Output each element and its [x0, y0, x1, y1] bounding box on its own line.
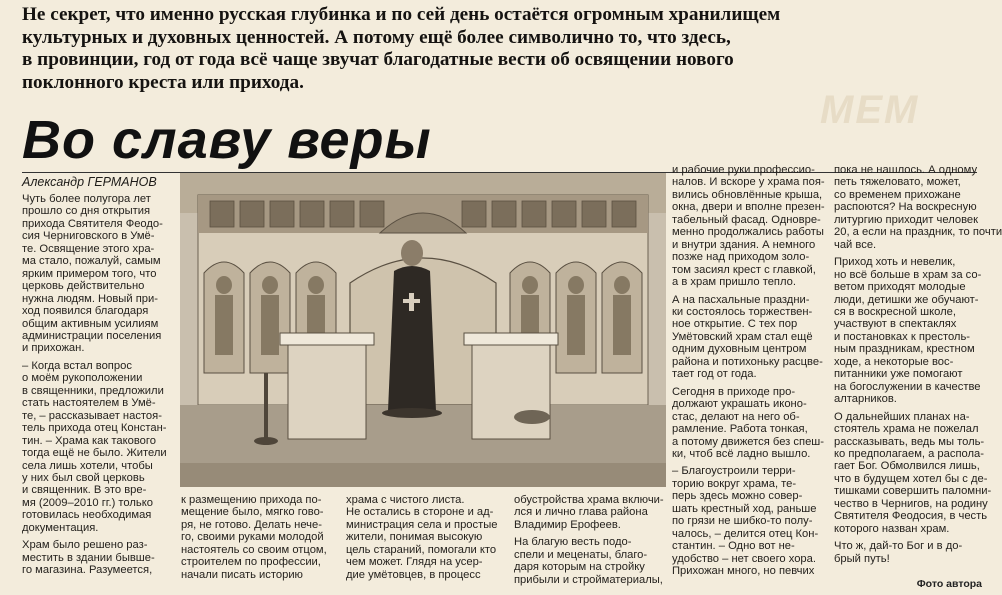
text-line: стать настоятелем в Умё- — [22, 397, 156, 410]
text-line: пока не нашлось. А одному — [834, 164, 978, 176]
lead-line: культурных и духовных ценностей. А потому ещё более символично то, что здесь, — [22, 26, 731, 48]
church-interior-photo — [180, 173, 666, 487]
text-line: церковь действительно — [22, 280, 145, 293]
text-line: прошло со дня открытия — [22, 205, 151, 218]
text-line: прибыли и стройматериалы, — [514, 573, 663, 586]
photo-credit: Фото автора — [916, 578, 982, 590]
text-line: даря которым на стройку — [514, 561, 645, 574]
text-line: чество в Чернигов, на родину — [834, 497, 988, 510]
text-line: А на пасхальные праздни- — [672, 293, 810, 306]
text-line: чалось, – делится отец Кон- — [672, 527, 819, 540]
text-line: Умётовский храм стал ещё — [672, 330, 813, 343]
text-line: ветом приходят молодые — [834, 281, 966, 294]
text-column-2 — [181, 494, 339, 581]
text-line: сия Черниговского в Умё- — [22, 230, 155, 243]
text-line: министрация села и простые — [346, 518, 498, 531]
text-line: те. Освящение этого хра- — [22, 242, 155, 255]
text-line: Храм было решено раз- — [22, 539, 148, 552]
text-line: го магазина. Разумеется, — [22, 564, 153, 577]
text-line: О дальнейших планах на- — [834, 410, 970, 423]
text-line: налов. И вскоре у храма поя- — [672, 176, 825, 189]
text-line: что в будущем хотел бы с де- — [834, 472, 988, 485]
text-line: строителем по профессии, — [181, 556, 321, 569]
lead-line: Не секрет, что именно русская глубинка и по сей день остаётся огромным хранилищем — [22, 4, 781, 25]
text-line: местить в здании бывше- — [22, 551, 155, 564]
text-line: нужна людям. Новый при- — [22, 292, 158, 305]
text-line: Что ж, дай-то Бог и в до- — [834, 540, 963, 553]
text-line: жители, понимая высокую — [346, 531, 483, 544]
text-line: шать крестный ход, раньше — [672, 502, 817, 515]
text-line: тишками совершить паломни- — [834, 485, 992, 498]
text-line: а потому движется без спеш- — [672, 435, 824, 448]
text-line: администрации поселения — [22, 329, 162, 342]
text-line: 20, а если на праздник, то почти — [834, 226, 1002, 239]
text-line: чай все. — [834, 238, 877, 251]
text-line: го, своими руками молодой — [181, 531, 324, 544]
text-line: которого назван храм. — [834, 522, 950, 535]
text-line: питанники уже помогают — [834, 368, 963, 381]
text-line: мещение было, мягко гово- — [181, 506, 324, 519]
text-line: ным праздникам, крестном — [834, 343, 975, 356]
text-line: тин. – Храма как такового — [22, 434, 156, 447]
text-line: и священник. В это вре- — [22, 484, 147, 497]
text-line: у них был свой церковь — [22, 471, 145, 484]
text-line: ся в воскресной школе, — [834, 305, 956, 318]
lead-line: в провинции, год от года всё чаще звучат благодатные вести об освящении нового — [22, 49, 734, 70]
text-line: распоются? На воскресную — [834, 201, 977, 214]
text-line: – Когда встал вопрос — [22, 359, 132, 372]
text-line: чем может. Глядя на усер- — [346, 556, 483, 569]
text-line: литургию приходит человек — [834, 213, 979, 226]
text-line: в священники, предложили — [22, 384, 164, 397]
text-line: мя (2009–2010 гг.) только — [22, 496, 153, 509]
text-line: ное открытие. С тех пор — [672, 318, 798, 331]
text-line: – Благоустроили терри- — [672, 465, 796, 478]
text-line: ходе, а некоторые вос- — [834, 355, 954, 368]
text-line: ход появился благодаря — [22, 305, 149, 318]
text-line: ярким примером того, что — [22, 267, 157, 280]
text-line: на богослужении в качестве — [834, 380, 981, 393]
text-line: и прихожан. — [22, 342, 85, 355]
text-line: петь тяжеловато, может, — [834, 176, 961, 189]
text-line: Приход хоть и невелик, — [834, 256, 956, 269]
text-line: стас, делают на него об- — [672, 410, 800, 423]
text-column-3 — [346, 494, 506, 581]
text-line: те, – рассказывает настоя- — [22, 409, 162, 422]
text-column-1 — [22, 193, 172, 577]
text-line: спели и меценаты, благо- — [514, 548, 648, 561]
text-line: тает год от года. — [672, 368, 757, 381]
text-line: Прихожан много, но певчих — [672, 565, 815, 578]
text-line: рамление. Работа тонкая, — [672, 423, 808, 436]
text-column-6 — [834, 164, 1002, 565]
lead-line: поклонного креста или прихода. — [22, 71, 304, 93]
text-line: гает Бог. Обмолвился лишь, — [834, 460, 980, 473]
text-column-5 — [672, 164, 825, 578]
text-line: ма стало, пожалуй, самым — [22, 255, 161, 268]
text-line: одним духовным центром — [672, 343, 807, 356]
text-line: Сегодня в приходе про- — [672, 385, 796, 398]
text-line: храма с чистого листа. — [346, 494, 465, 506]
text-line: общим активным усилиям — [22, 317, 159, 330]
text-line: со временем прихожане — [834, 188, 961, 201]
text-line: ки состоялось торжествен- — [672, 305, 813, 318]
text-line: ко предполагаем, а распола- — [834, 447, 984, 460]
text-line: документация. — [22, 521, 99, 534]
text-line: тогда ещё не было. Жители — [22, 447, 167, 460]
text-line: тель прихода отец Констан- — [22, 422, 167, 435]
text-line: рассказывать, ведь мы толь- — [834, 435, 985, 448]
text-line: готовилась необходимая — [22, 509, 152, 522]
text-line: лся и лично глава района — [514, 506, 648, 519]
text-line: о моём рукоположении — [22, 372, 143, 385]
text-line: начали писать историю — [181, 568, 303, 581]
text-line: села лишь хотели, чтобы — [22, 459, 153, 472]
text-line: На благую весть подо- — [514, 536, 632, 549]
photo-graphic — [180, 173, 666, 487]
text-line: люди, детишки же обучают- — [834, 293, 979, 306]
lead-paragraph — [22, 4, 982, 94]
text-line: вились обновлённые крыша, — [672, 188, 823, 201]
text-line: района и потихоньку расцве- — [672, 355, 823, 368]
text-line: и рабочие руки профессио- — [672, 164, 815, 176]
text-line: брый путь! — [834, 552, 890, 565]
text-line: цель стараний, помогали кто — [346, 543, 497, 556]
text-line: ки, чтоб всё ладно вышло. — [672, 447, 811, 460]
text-line: стантин. – Одно вот не- — [672, 540, 795, 553]
text-line: по грязи не шибко-то полу- — [672, 515, 813, 528]
text-line: Не остались в стороне и ад- — [346, 506, 494, 519]
text-line: дие умётовцев, в процесс — [346, 568, 481, 581]
text-line: торию вокруг храма, те- — [672, 477, 797, 490]
text-line: стоятель храма не пожелал — [834, 423, 979, 436]
text-line: менно продолжались работы — [672, 226, 824, 239]
text-line: но всё больше в храм за со- — [834, 268, 982, 281]
text-line: а в храм пришло тепло. — [672, 276, 796, 289]
text-line: к размещению прихода по- — [181, 494, 322, 506]
text-line: Чуть более полугора лет — [22, 193, 151, 205]
article-headline: Во славу веры — [22, 110, 432, 170]
text-line: удобство – нет своего хора. — [672, 552, 816, 565]
text-line: Владимир Ерофеев. — [514, 518, 621, 531]
text-line: алтарников. — [834, 393, 897, 406]
text-line: обустройства храма включи- — [514, 494, 664, 506]
text-line: и внутри здания. А немного — [672, 238, 816, 251]
text-line: участвуют в спектаклях — [834, 318, 957, 331]
text-line: и постановках к престоль- — [834, 330, 971, 343]
text-column-4 — [514, 494, 666, 586]
text-line: окна, двери и вполне презен- — [672, 201, 825, 214]
text-line: ря, не готово. Делать нече- — [181, 518, 322, 531]
author-byline: Александр ГЕРМАНОВ — [22, 175, 157, 189]
text-line: должают украшать иконо- — [672, 398, 807, 411]
text-line: прихода Святителя Феодо- — [22, 217, 163, 230]
text-line: том засиял крест с главкой, — [672, 263, 816, 276]
text-line: позже над приходом золо- — [672, 251, 810, 264]
text-line: Святителя Феодосия, в честь — [834, 510, 988, 523]
text-line: перь здесь можно совер- — [672, 490, 803, 503]
text-line: табельный фасад. Одновре- — [672, 213, 821, 226]
faded-show-through-text: МЕМ — [820, 88, 920, 132]
text-line: настоятель со своим отцом, — [181, 543, 327, 556]
